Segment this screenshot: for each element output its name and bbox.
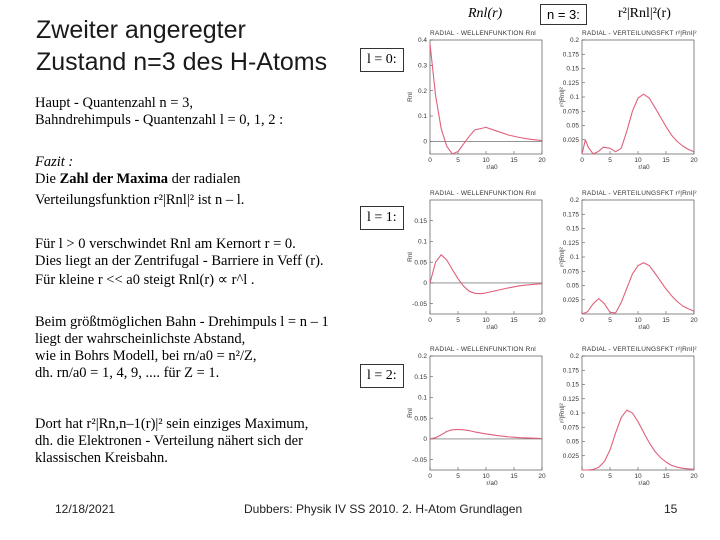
x-axis-label: r/a0 — [638, 324, 650, 331]
y-tick-label: 0.1 — [417, 394, 427, 402]
x-tick-label: 20 — [538, 157, 546, 164]
x-tick-label: 10 — [482, 317, 490, 324]
y-tick-label: 0.175 — [562, 211, 579, 219]
x-tick-label: 5 — [608, 473, 612, 480]
y-tick-label: 0.025 — [562, 296, 579, 304]
para3-line1: Dort hat r²|Rn,n–1(r)|² sein einziges Maximum, — [35, 416, 309, 432]
text-orbital-quantum: Bahndrehimpuls - Quantenzahl l = 0, 1, 2 : — [35, 112, 284, 128]
chart-svg — [404, 342, 554, 490]
plot-frame — [430, 40, 542, 154]
para2-line4: dh. rn/a0 = 1, 4, 9, .... für Z = 1. — [35, 365, 220, 381]
y-tick-label: 0.15 — [414, 373, 427, 381]
y-tick-label: 0.1 — [417, 113, 427, 121]
y-tick-label: 0.125 — [562, 79, 579, 87]
fazit-line-2: Verteilungsfunktion r²|Rnl|² ist n – l. — [35, 192, 245, 208]
y-tick-label: 0.025 — [562, 452, 579, 460]
y-axis-label: Rnl — [407, 252, 414, 262]
x-tick-label: 5 — [456, 317, 460, 324]
series-line — [582, 94, 694, 154]
plot-frame — [430, 356, 542, 470]
y-tick-label: 0.15 — [566, 381, 579, 389]
x-tick-label: 20 — [538, 473, 546, 480]
y-axis-label: r²|Rnl|² — [559, 87, 566, 107]
x-tick-label: 5 — [608, 157, 612, 164]
x-tick-label: 5 — [608, 317, 612, 324]
para3-line2: dh. die Elektronen - Verteilung nähert sich der — [35, 433, 303, 449]
y-tick-label: 0.2 — [569, 197, 579, 205]
x-tick-label: 10 — [634, 473, 642, 480]
chart-svg — [404, 186, 554, 334]
chart-title: RADIAL - VERTEILUNGSFKT r²|Rnl|² — [582, 190, 697, 197]
y-tick-label: 0.175 — [562, 51, 579, 59]
series-line — [582, 263, 694, 314]
row-label-l0: l = 0: — [360, 48, 404, 72]
fazit-post: der radialen — [168, 171, 241, 187]
series-line — [430, 44, 542, 154]
y-axis-label: Rnl — [407, 92, 414, 102]
y-tick-label: 0.125 — [562, 239, 579, 247]
fazit-pre: Die — [35, 171, 60, 187]
y-axis-label: Rnl — [407, 408, 414, 418]
x-axis-label: r/a0 — [638, 480, 650, 487]
chart-title: RADIAL - WELLENFUNKTION Rnl — [430, 190, 536, 197]
para2-line1: Beim größtmöglichen Bahn - Drehimpuls l = n – 1 — [35, 314, 329, 330]
y-tick-label: 0.05 — [414, 415, 427, 423]
x-axis-label: r/a0 — [486, 324, 498, 331]
slide-title — [36, 14, 327, 78]
y-tick-label: 0.05 — [566, 438, 579, 446]
x-tick-label: 15 — [510, 317, 518, 324]
x-axis-label: r/a0 — [486, 480, 498, 487]
x-tick-label: 20 — [538, 317, 546, 324]
x-tick-label: 0 — [428, 473, 432, 480]
fazit-line-1 — [35, 171, 244, 188]
x-tick-label: 0 — [580, 473, 584, 480]
series-line — [582, 410, 694, 470]
y-tick-label: 0.1 — [569, 410, 579, 418]
row-label-l2: l = 2: — [360, 364, 404, 388]
chart-title: RADIAL - VERTEILUNGSFKT r²|Rnl|² — [582, 346, 697, 353]
x-tick-label: 20 — [690, 473, 698, 480]
text-main-quantum: Haupt - Quantenzahl n = 3, — [35, 95, 193, 111]
footer-page-number: 15 — [664, 502, 678, 516]
y-tick-label: 0.075 — [562, 424, 579, 432]
para2-line2: liegt der wahrscheinlichste Abstand, — [35, 331, 246, 347]
r2-header: r²|Rnl|²(r) — [618, 6, 671, 21]
y-tick-label: -0.05 — [412, 300, 427, 308]
y-tick-label: 0.3 — [417, 62, 427, 70]
x-tick-label: 10 — [634, 317, 642, 324]
plot-wave-l0 — [404, 26, 554, 174]
chart-title: RADIAL - WELLENFUNKTION Rnl — [430, 30, 536, 37]
paragraph-bohr — [35, 314, 329, 382]
x-axis-label: r/a0 — [638, 164, 650, 171]
chart-svg — [556, 342, 706, 490]
x-tick-label: 0 — [580, 317, 584, 324]
plot-frame — [582, 40, 694, 154]
y-tick-label: 0.025 — [562, 136, 579, 144]
fazit-heading: Fazit : — [35, 154, 74, 170]
fazit-bold: Zahl der Maxima — [59, 171, 169, 187]
x-tick-label: 10 — [482, 157, 490, 164]
para1-line2: Dies liegt an der Zentrifugal - Barriere in Veff (r). — [35, 253, 324, 269]
y-tick-label: 0.075 — [562, 108, 579, 116]
y-tick-label: 0 — [423, 280, 427, 288]
paragraph-l-gt-0 — [35, 236, 324, 289]
quantum-numbers — [35, 95, 283, 129]
plot-dist-l0 — [556, 26, 706, 174]
x-axis-label: r/a0 — [486, 164, 498, 171]
y-tick-label: 0.15 — [566, 65, 579, 73]
y-tick-label: 0.2 — [417, 87, 427, 95]
y-tick-label: 0.05 — [566, 122, 579, 130]
x-tick-label: 15 — [662, 473, 670, 480]
chart-title: RADIAL - VERTEILUNGSFKT r²|Rnl|² — [582, 30, 697, 37]
y-tick-label: 0.125 — [562, 395, 579, 403]
plot-wave-l1 — [404, 186, 554, 334]
paragraph-circular — [35, 416, 308, 467]
para3-line3: klassischen Kreisbahn. — [35, 450, 168, 466]
plot-dist-l1 — [556, 186, 706, 334]
para1-line1: Für l > 0 verschwindet Rnl am Kernort r = 0. — [35, 236, 296, 252]
x-tick-label: 15 — [662, 317, 670, 324]
chart-svg — [556, 26, 706, 174]
para1-line3: Für kleine r << a0 steigt Rnl(r) ∝ r^l . — [35, 272, 255, 288]
footer-center: Dubbers: Physik IV SS 2010. 2. H-Atom Grundlagen — [244, 502, 523, 516]
para2-line3: wie in Bohrs Modell, bei rn/a0 = n²/Z, — [35, 348, 257, 364]
y-tick-label: 0.15 — [566, 225, 579, 233]
y-tick-label: 0.05 — [414, 259, 427, 267]
chart-svg — [404, 26, 554, 174]
footer-date: 12/18/2021 — [55, 502, 116, 516]
x-tick-label: 0 — [428, 317, 432, 324]
x-tick-label: 5 — [456, 473, 460, 480]
y-tick-label: 0.1 — [569, 94, 579, 102]
series-line — [430, 255, 542, 294]
x-tick-label: 10 — [634, 157, 642, 164]
y-tick-label: 0.2 — [569, 37, 579, 45]
x-tick-label: 20 — [690, 157, 698, 164]
x-tick-label: 0 — [428, 157, 432, 164]
plot-wave-l2 — [404, 342, 554, 490]
y-tick-label: 0.2 — [417, 353, 427, 361]
chart-title: RADIAL - WELLENFUNKTION Rnl — [430, 346, 536, 353]
x-tick-label: 0 — [580, 157, 584, 164]
y-tick-label: 0 — [423, 436, 427, 444]
y-tick-label: 0.075 — [562, 268, 579, 276]
y-tick-label: 0.4 — [417, 37, 427, 45]
plot-dist-l2 — [556, 342, 706, 490]
y-tick-label: 0.175 — [562, 367, 579, 375]
series-line — [430, 429, 542, 439]
x-tick-label: 15 — [662, 157, 670, 164]
y-tick-label: 0.1 — [417, 238, 427, 246]
y-tick-label: 0.05 — [566, 282, 579, 290]
x-tick-label: 15 — [510, 157, 518, 164]
plot-frame — [582, 200, 694, 314]
x-tick-label: 15 — [510, 473, 518, 480]
plot-frame — [582, 356, 694, 470]
y-axis-label: r²|Rnl|² — [559, 247, 566, 267]
y-tick-label: 0.1 — [569, 254, 579, 262]
y-tick-label: 0.2 — [569, 353, 579, 361]
row-label-l1: l = 1: — [360, 206, 404, 230]
title-line-2: Zustand n=3 des H-Atoms — [36, 48, 328, 76]
y-tick-label: 0.15 — [414, 217, 427, 225]
y-axis-label: r²|Rnl|² — [559, 403, 566, 423]
x-tick-label: 20 — [690, 317, 698, 324]
title-line-1: Zweiter angeregter — [36, 16, 246, 44]
y-tick-label: 0 — [423, 138, 427, 146]
y-tick-label: -0.05 — [412, 456, 427, 464]
n3-box: n = 3: — [540, 4, 587, 25]
rnl-header: Rnl(r) — [468, 6, 503, 21]
chart-svg — [556, 186, 706, 334]
plot-frame — [430, 200, 542, 314]
x-tick-label: 10 — [482, 473, 490, 480]
fazit-block — [35, 154, 244, 209]
x-tick-label: 5 — [456, 157, 460, 164]
